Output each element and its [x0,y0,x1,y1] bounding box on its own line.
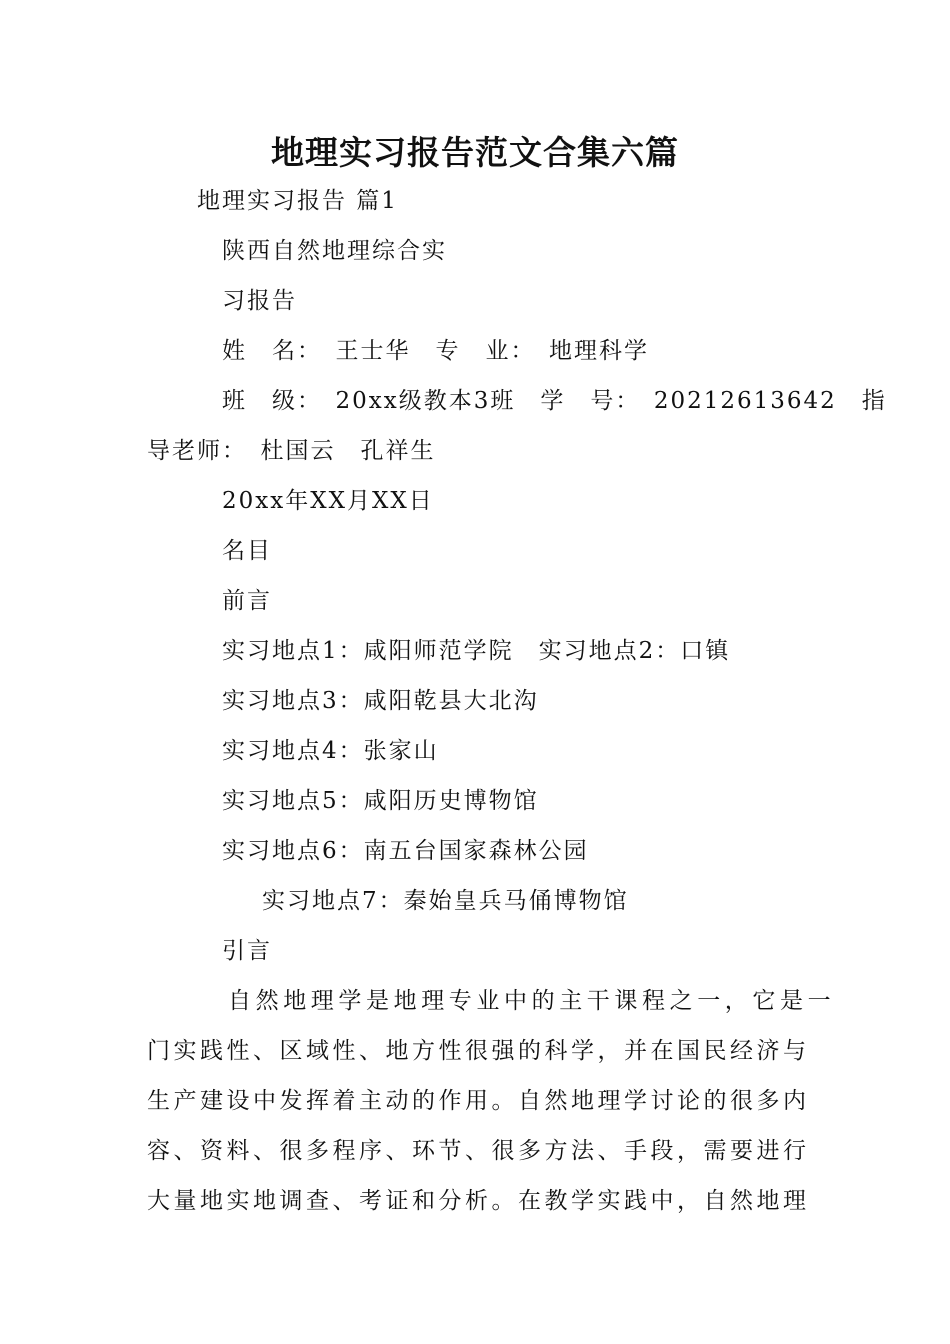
toc-site-1-2: 实习地点1：咸阳师范学院 实习地点2：口镇 [222,638,731,664]
report-title-line-2: 习报告 [222,288,297,314]
name-major-line: 姓 名： 王士华 专 业： 地理科学 [222,338,649,364]
intro-heading: 引言 [222,938,272,964]
intro-line: 大量地实地调查、考证和分析。在教学实践中，自然地理 [147,1188,810,1214]
document-title: 地理实习报告范文合集六篇 [271,133,679,172]
toc-site-4: 实习地点4：张家山 [222,738,439,764]
report-title-line-1: 陕西自然地理综合实 [222,238,447,264]
intro-line: 门实践性、区域性、地方性很强的科学，并在国民经济与 [147,1038,810,1064]
toc-site-5: 实习地点5：咸阳历史博物馆 [222,788,539,814]
intro-line: 容、资料、很多程序、环节、很多方法、手段，需要进行 [147,1138,810,1164]
class-id-line: 班 级： 20xx级教本3班 学 号： 20212613642 指 [222,388,887,414]
section-heading: 地理实习报告 篇1 [197,188,398,214]
toc-preface: 前言 [222,588,272,614]
toc-site-3: 实习地点3：咸阳乾县大北沟 [222,688,539,714]
intro-line: 生产建设中发挥着主动的作用。自然地理学讨论的很多内 [147,1088,810,1114]
advisor-line: 导老师： 杜国云 孔祥生 [147,438,436,464]
toc-heading: 名目 [222,538,272,564]
toc-site-6: 实习地点6：南五台国家森林公园 [222,838,589,864]
report-date: 20xx年XX月XX日 [222,488,434,514]
intro-line: 自然地理学是地理专业中的主干课程之一，它是一 [228,988,836,1014]
toc-site-7: 实习地点7：秦始皇兵马俑博物馆 [262,888,629,914]
